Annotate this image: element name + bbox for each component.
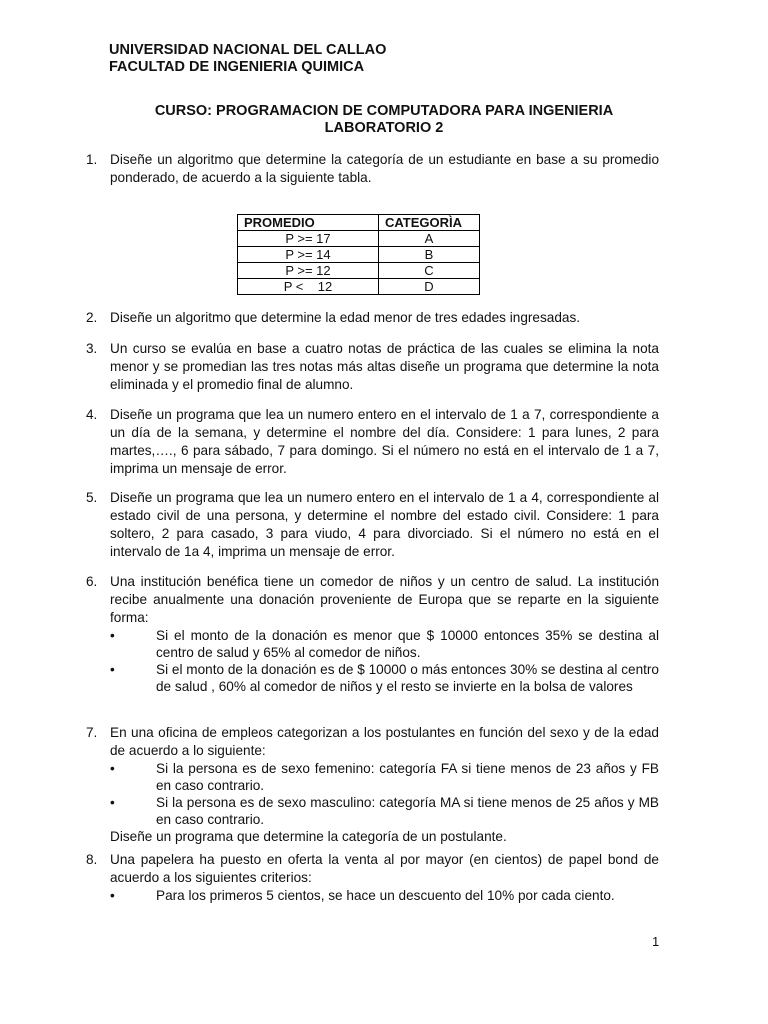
lab-title: LABORATORIO 2: [324, 120, 444, 136]
question-1: [86, 151, 659, 187]
list-item: [110, 760, 659, 794]
question-8: [86, 851, 659, 904]
course-title: [0, 103, 768, 137]
bullet-icon: •: [110, 795, 115, 810]
question-text: Diseñe un algoritmo que determine la categoría de un estudiante en base a su promedio ponderado, de acuerdo a la siguiente tabla.: [110, 152, 659, 185]
header: [109, 42, 386, 76]
question-text: Diseñe un programa que lea un numero entero en el intervalo de 1 a 7, correspondiente a un día de la semana, y determine el nombre del día. Considere: 1 para lunes, 2 para martes,…., 6 para sábado, 7 para domingo. Si el número no está en el intervalo de 1 a 7, imprima un mensaje de error.: [110, 407, 659, 476]
question-2: [86, 309, 659, 327]
question-number: 1.: [86, 152, 98, 167]
question-number: 5.: [86, 490, 98, 505]
question-number: 3.: [86, 341, 98, 356]
table-cell: P >= 14: [238, 247, 379, 263]
column-header-promedio: PROMEDIO: [238, 215, 379, 231]
bullet-list: [110, 760, 659, 828]
list-item: [110, 794, 659, 828]
question-5: [86, 489, 659, 561]
table-cell: P >= 17: [238, 231, 379, 247]
question-number: 6.: [86, 574, 98, 589]
list-item-text: Si el monto de la donación es de $ 10000 o más entonces 30% se destina al centro de salud , 60% al comedor de niños y el resto se invierte en la bolsa de valores: [156, 662, 659, 694]
question-number: 2.: [86, 310, 98, 325]
page-number: 1: [652, 934, 660, 949]
bullet-icon: •: [110, 662, 115, 677]
question-7: [86, 724, 659, 846]
question-number: 8.: [86, 852, 98, 867]
course-name: CURSO: PROGRAMACION DE COMPUTADORA PARA INGENIERIA: [154, 103, 614, 119]
faculty-name: FACULTAD DE INGENIERIA QUIMICA: [109, 59, 365, 75]
list-item: [110, 887, 659, 904]
question-text: Una institución benéfica tiene un comedor de niños y un centro de salud. La institución recibe anualmente una donación proveniente de Europa que se reparte en la siguiente forma:: [110, 574, 659, 625]
table-row: [238, 247, 480, 263]
bullet-icon: •: [110, 628, 115, 643]
question-6: [86, 573, 659, 695]
question-text: Diseñe un algoritmo que determine la edad menor de tres edades ingresadas.: [110, 310, 581, 325]
question-text: Una papelera ha puesto en oferta la venta al por mayor (en cientos) de papel bond de acuerdo a los siguientes criterios:: [110, 852, 659, 885]
question-number: 7.: [86, 725, 98, 740]
question-text: Diseñe un programa que lea un numero entero en el intervalo de 1 a 4, correspondiente al estado civil de una persona, y determine el nombre del estado civil. Considere: 1 para soltero, 2 para casado, 3 para viudo, 4 para divorciado. Si el número no está en el intervalo de 1a 4, imprima un mensaje de error.: [110, 490, 659, 559]
question-number: 4.: [86, 407, 98, 422]
question-followup-text: Diseñe un programa que determine la categoría de un postulante.: [110, 829, 507, 844]
column-header-categoria: CATEGORÌA: [379, 215, 480, 231]
university-name: UNIVERSIDAD NACIONAL DEL CALLAO: [109, 42, 387, 58]
bullet-list: [110, 627, 659, 695]
table-cell: D: [379, 279, 480, 295]
list-item-text: Si la persona es de sexo masculino: categoría MA si tiene menos de 25 años y MB en caso contrario.: [156, 795, 659, 827]
list-item-text: Para los primeros 5 cientos, se hace un descuento del 10% por cada ciento.: [156, 888, 615, 903]
bullet-icon: •: [110, 761, 115, 776]
table-row: [238, 279, 480, 295]
table-cell: C: [379, 263, 480, 279]
bullet-list: [110, 887, 659, 904]
grade-table: [237, 214, 480, 295]
list-item-text: Si la persona es de sexo femenino: categoría FA si tiene menos de 23 años y FB en caso contrario.: [156, 761, 659, 793]
table-cell: B: [379, 247, 480, 263]
table-cell: P < 12: [238, 279, 379, 295]
table-cell: A: [379, 231, 480, 247]
question-3: [86, 340, 659, 394]
table-cell: P >= 12: [238, 263, 379, 279]
list-item: [110, 661, 659, 695]
table-row: [238, 231, 480, 247]
question-text: En una oficina de empleos categorizan a los postulantes en función del sexo y de la edad de acuerdo a lo siguiente:: [110, 725, 659, 758]
list-item: [110, 627, 659, 661]
table-row: [238, 263, 480, 279]
list-item-text: Si el monto de la donación es menor que $ 10000 entonces 35% se destina al centro de salud y 65% al comedor de niños.: [156, 628, 659, 660]
bullet-icon: •: [110, 888, 115, 903]
table-header-row: [238, 215, 480, 231]
question-4: [86, 406, 659, 478]
question-text: Un curso se evalúa en base a cuatro notas de práctica de las cuales se elimina la nota menor y se promedian las tres notas más altas diseñe un programa que determine la nota eliminada y el promedio final de alumno.: [110, 341, 659, 392]
